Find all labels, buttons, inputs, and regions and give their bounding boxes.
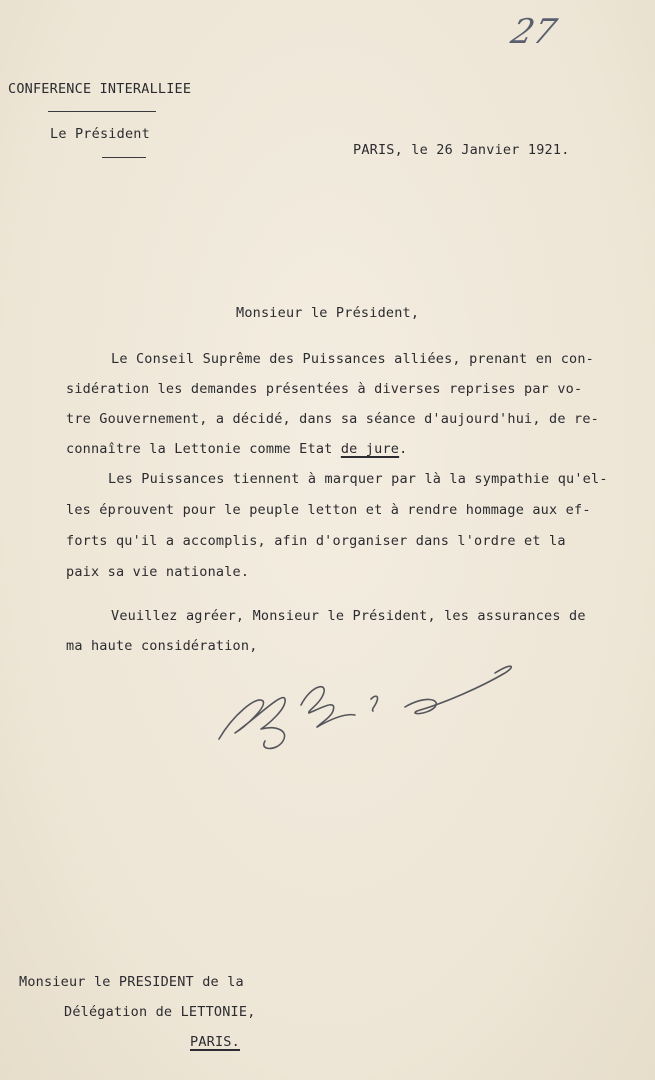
de-jure-emphasis: de jure [340, 441, 400, 457]
paragraph-2-line: Les Puissances tiennent à marquer par là la sympathie qu'el- [108, 471, 608, 487]
paragraph-1-line: Le Conseil Suprême des Puissances alliées, prenant en con- [111, 351, 595, 367]
place-date: PARIS, le 26 Janvier 1921. [353, 142, 570, 158]
handwritten-signature [205, 655, 525, 755]
paragraph-2-line: les éprouvent pour le peuple letton et à rendre hommage aux ef- [66, 502, 591, 518]
addressee-line-2: Délégation de LETTONIE, [64, 1004, 256, 1020]
letterhead-office: Le Président [50, 126, 150, 142]
archive-number: 27 [507, 12, 561, 52]
salutation: Monsieur le Président, [236, 305, 420, 321]
paragraph-1-line [66, 441, 407, 457]
closing-line: Veuillez agréer, Monsieur le Président, les assurances de [111, 608, 586, 624]
office-rule [102, 157, 146, 158]
letterhead-organization: CONFERENCE INTERALLIEE [8, 81, 192, 97]
addressee-city: PARIS. [190, 1034, 240, 1050]
paragraph-1-line: tre Gouvernement, a décidé, dans sa séance d'aujourd'hui, de re- [66, 411, 599, 427]
paragraph-1-end: . [399, 441, 408, 457]
addressee-line-1: Monsieur le PRESIDENT de la [19, 974, 244, 990]
paragraph-2-line: forts qu'il a accomplis, afin d'organiser dans l'ordre et la [66, 533, 566, 549]
paragraph-1-line: sidération les demandes présentées à diverses reprises par vo- [66, 381, 583, 397]
letterhead-rule [48, 111, 156, 112]
paragraph-2-line: paix sa vie nationale. [66, 564, 250, 580]
closing-line: ma haute considération, [66, 638, 258, 654]
paragraph-1-text: connaître la Lettonie comme Etat [66, 441, 341, 457]
